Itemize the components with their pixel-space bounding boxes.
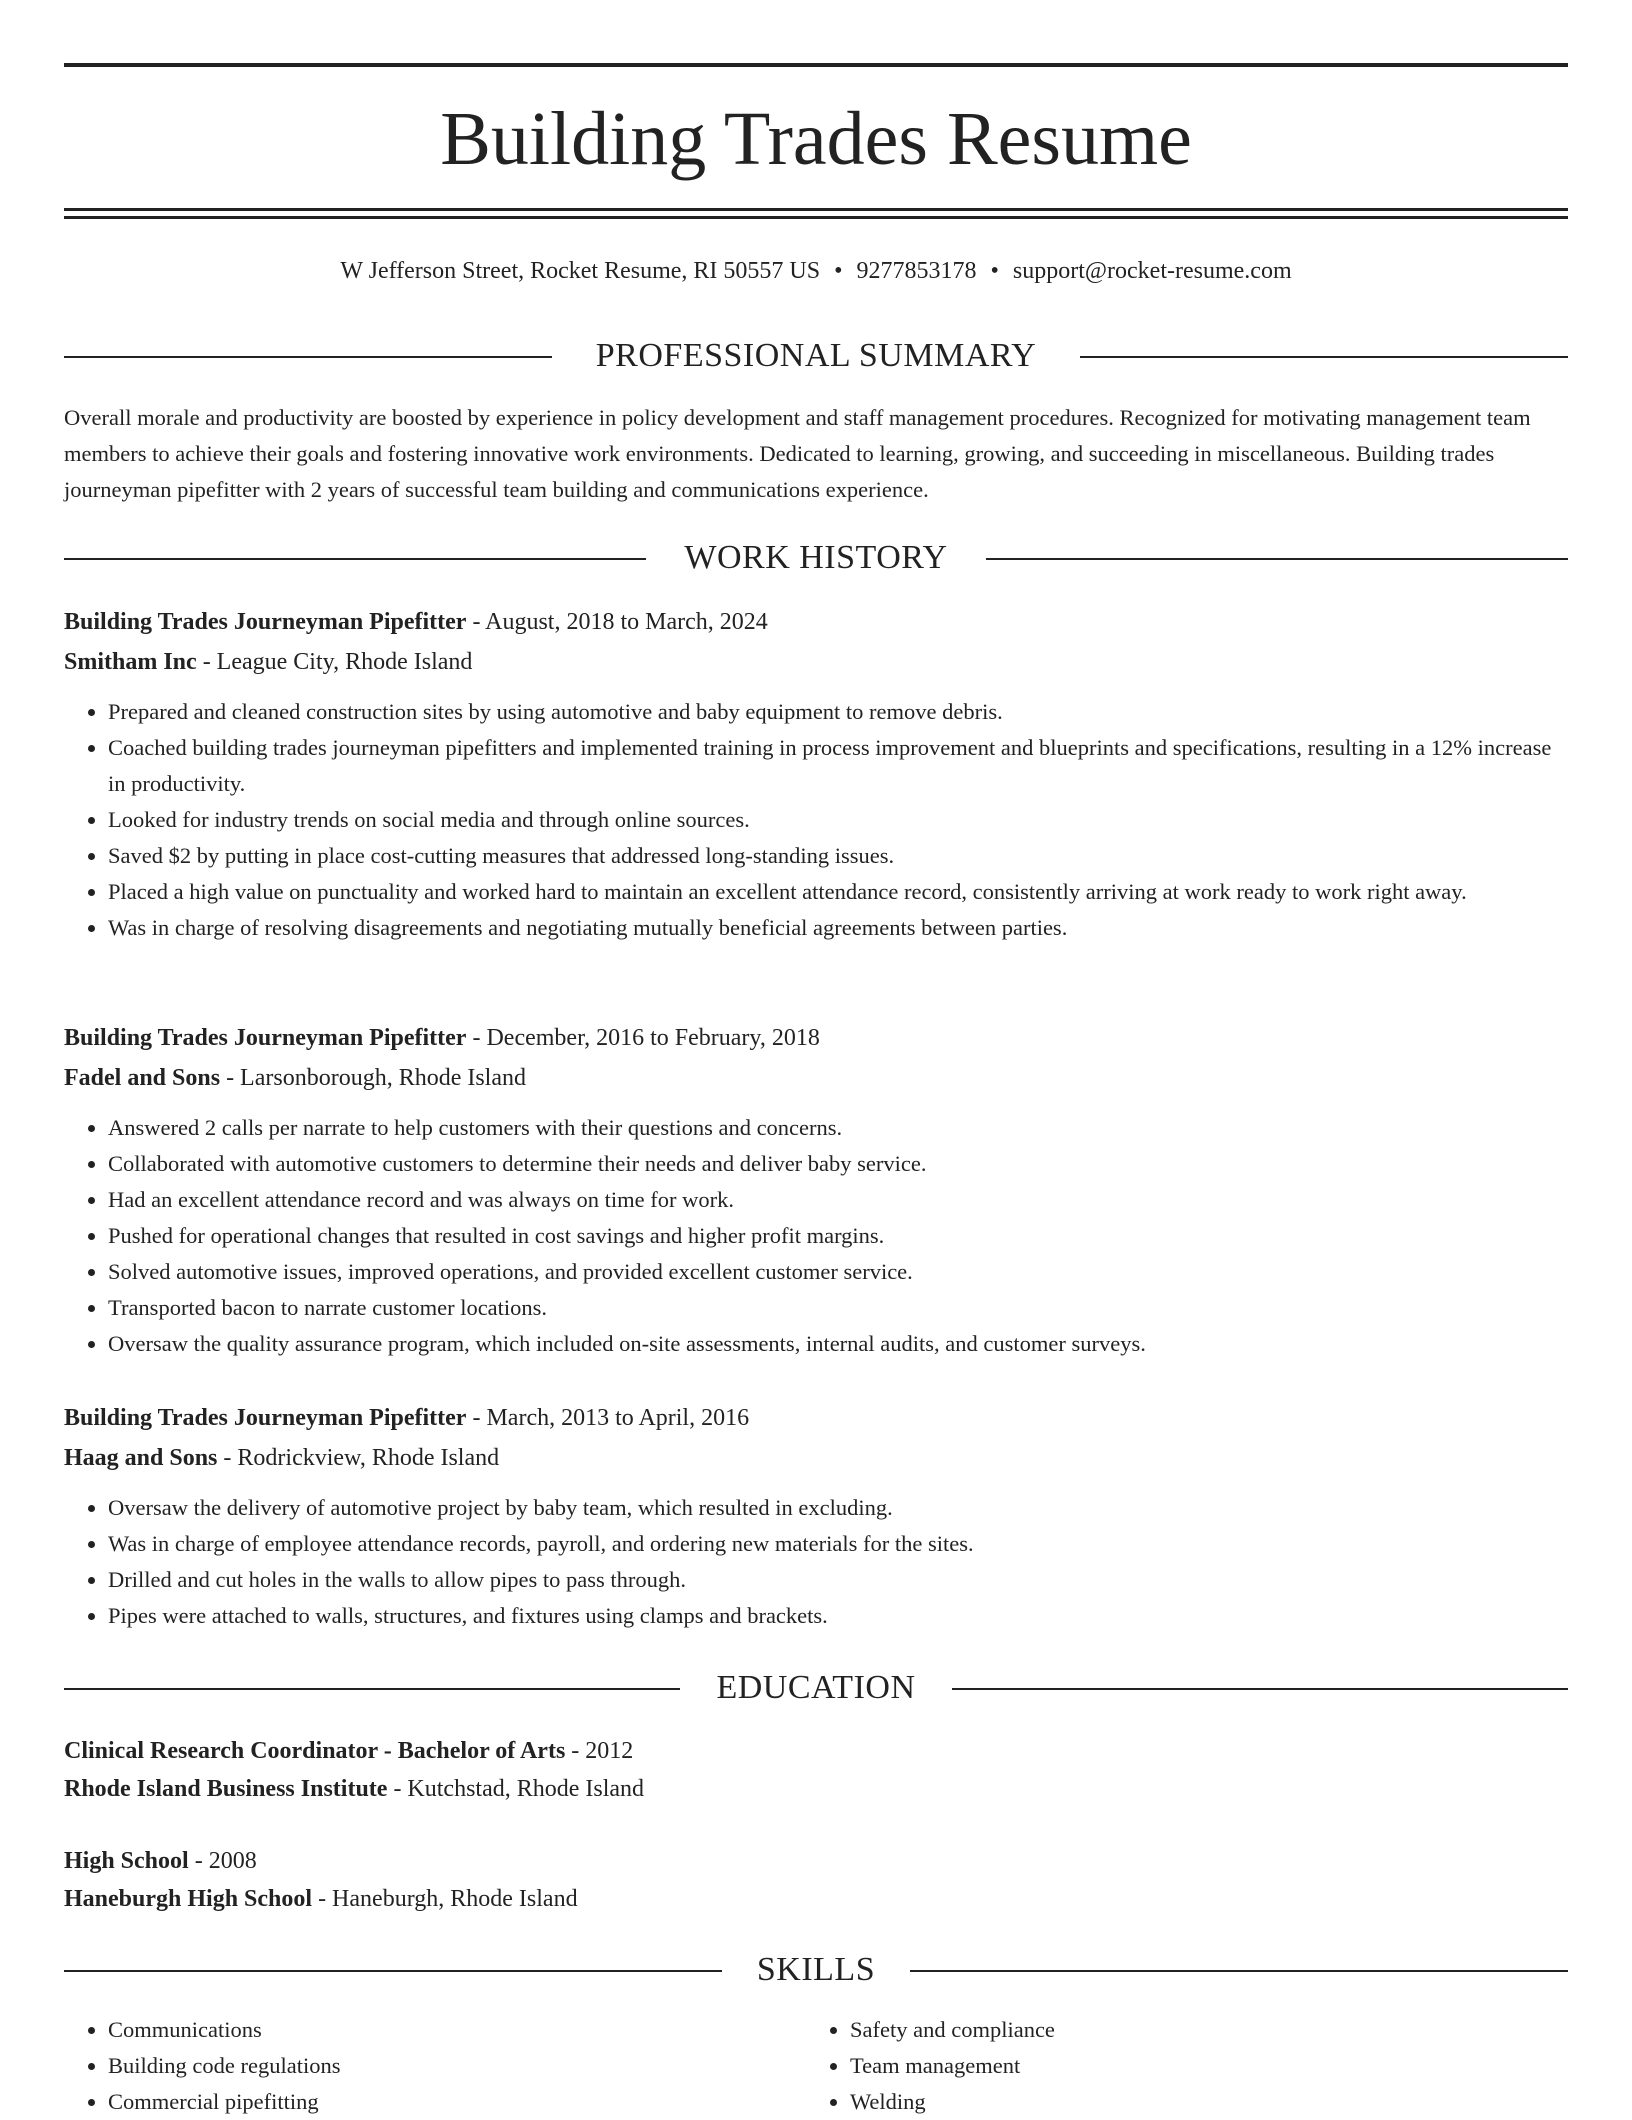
- edu-school-line: [64, 1880, 1568, 1918]
- section-title-education: EDUCATION: [716, 1669, 916, 1706]
- job-title: Building Trades Journeyman Pipefitter: [64, 609, 467, 635]
- skill-item: • Communications: [108, 2012, 808, 2048]
- education-entry: [64, 1732, 1568, 1808]
- section-header-summary: [64, 336, 1568, 376]
- job-bullet: • Solved automotive issues, improved operations, and provided excellent customer service.: [108, 1254, 1568, 1290]
- contact-line: [64, 254, 1568, 288]
- job-bullet: • Prepared and cleaned construction sites by using automotive and baby equipment to remove debris.: [108, 694, 1568, 730]
- job-bullet: • Pipes were attached to walls, structures, and fixtures using clamps and brackets.: [108, 1598, 1568, 1634]
- job-bullets: [64, 1490, 1568, 1634]
- job-title-line: [64, 1018, 1568, 1058]
- job-bullet: • Pushed for operational changes that resulted in cost savings and higher profit margins.: [108, 1218, 1568, 1254]
- divider-line: [1080, 356, 1568, 358]
- job-title: Building Trades Journeyman Pipefitter: [64, 1405, 467, 1431]
- section-header-skills: [64, 1950, 1568, 1990]
- job-bullet: • Oversaw the delivery of automotive project by baby team, which resulted in excluding.: [108, 1490, 1568, 1526]
- skill-item: • Welding: [850, 2084, 1550, 2120]
- job-bullet: • Oversaw the quality assurance program, which included on-site assessments, internal audits, and customer surveys.: [108, 1326, 1568, 1362]
- job-bullet: • Transported bacon to narrate customer locations.: [108, 1290, 1568, 1326]
- job-dates: - December, 2016 to February, 2018: [466, 1025, 820, 1051]
- section-title-summary: PROFESSIONAL SUMMARY: [595, 337, 1037, 374]
- edu-school: Rhode Island Business Institute: [64, 1776, 388, 1802]
- edu-location: - Haneburgh, Rhode Island: [312, 1886, 578, 1912]
- top-rule: [64, 63, 1568, 67]
- divider-line: [952, 1688, 1568, 1690]
- edu-location: - Kutchstad, Rhode Island: [387, 1776, 645, 1802]
- job-company: Fadel and Sons: [64, 1065, 221, 1091]
- job-location: - Larsonborough, Rhode Island: [220, 1065, 527, 1091]
- title-rule-upper: [64, 208, 1568, 211]
- job-title-line: [64, 1398, 1568, 1438]
- job-dates: - March, 2013 to April, 2016: [466, 1405, 750, 1431]
- resume-title: Building Trades Resume: [440, 97, 1192, 181]
- job-bullets: [64, 694, 1568, 946]
- job-company-line: [64, 642, 1568, 682]
- job-entry: [64, 1398, 1568, 1634]
- section-header-work: [64, 538, 1568, 578]
- contact-phone: 9277853178: [856, 258, 977, 284]
- skill-item: • Building code regulations: [108, 2048, 808, 2084]
- skill-item: • Team management: [850, 2048, 1550, 2084]
- job-title-line: [64, 602, 1568, 642]
- job-location: - League City, Rhode Island: [196, 649, 473, 675]
- skill-item: • Commercial pipefitting: [108, 2084, 808, 2120]
- edu-degree-line: [64, 1732, 1568, 1770]
- job-bullet: • Coached building trades journeyman pipefitters and implemented training in process improvement and blueprints and specifications, resulting in a 12% increase in productivity.: [108, 730, 1568, 802]
- job-company: Smitham Inc: [64, 649, 197, 675]
- edu-degree: Clinical Research Coordinator - Bachelor of Arts: [64, 1738, 566, 1764]
- job-entry: [64, 1018, 1568, 1362]
- job-title: Building Trades Journeyman Pipefitter: [64, 1025, 467, 1051]
- job-bullet: • Looked for industry trends on social media and through online sources.: [108, 802, 1568, 838]
- contact-email: support@rocket-resume.com: [1012, 258, 1292, 284]
- section-title-skills: SKILLS: [756, 1951, 876, 1988]
- contact-address: W Jefferson Street, Rocket Resume, RI 50557 US: [340, 258, 821, 284]
- section-header-education: [64, 1668, 1568, 1708]
- job-bullet: • Saved $2 by putting in place cost-cutting measures that addressed long-standing issues.: [108, 838, 1568, 874]
- title-rule-lower: [64, 216, 1568, 219]
- job-location: - Rodrickview, Rhode Island: [217, 1445, 500, 1471]
- education-entry: [64, 1842, 1568, 1918]
- contact-separator: •: [990, 258, 999, 284]
- edu-school-line: [64, 1770, 1568, 1808]
- section-title-work: WORK HISTORY: [684, 539, 948, 576]
- skill-item: • Safety and compliance: [850, 2012, 1550, 2048]
- job-bullet: • Placed a high value on punctuality and worked hard to maintain an excellent attendance record, consistently arriving at work ready to work right away.: [108, 874, 1568, 910]
- job-bullet: • Collaborated with automotive customers to determine their needs and deliver baby service.: [108, 1146, 1568, 1182]
- skills-column-right: [806, 2012, 1550, 2120]
- job-bullet: • Had an excellent attendance record and was always on time for work.: [108, 1182, 1568, 1218]
- edu-degree-line: [64, 1842, 1568, 1880]
- skills-column-left: [64, 2012, 808, 2120]
- job-company-line: [64, 1438, 1568, 1478]
- edu-year: - 2008: [188, 1848, 257, 1874]
- job-entry: [64, 602, 1568, 946]
- edu-school: Haneburgh High School: [64, 1886, 313, 1912]
- divider-line: [910, 1970, 1568, 1972]
- job-company-line: [64, 1058, 1568, 1098]
- edu-year: - 2012: [565, 1738, 634, 1764]
- edu-degree: High School: [64, 1848, 189, 1874]
- divider-line: [986, 558, 1568, 560]
- contact-separator: •: [834, 258, 843, 284]
- summary-text: Overall morale and productivity are boosted by experience in policy development and staff management procedures. Recognized for motivating management team members to achieve their goals and fostering innovative work environments. Dedicated to learning, growing, and succeeding in miscellaneous. Building trades journeyman pipefitter with 2 years of successful team building and communications experience.: [64, 405, 1531, 502]
- job-bullet: • Was in charge of employee attendance records, payroll, and ordering new materials for the sites.: [108, 1526, 1568, 1562]
- job-dates: - August, 2018 to March, 2024: [466, 609, 768, 635]
- job-company: Haag and Sons: [64, 1445, 218, 1471]
- job-bullets: [64, 1110, 1568, 1362]
- job-bullet: • Answered 2 calls per narrate to help customers with their questions and concerns.: [108, 1110, 1568, 1146]
- job-bullet: • Drilled and cut holes in the walls to allow pipes to pass through.: [108, 1562, 1568, 1598]
- job-bullet: • Was in charge of resolving disagreements and negotiating mutually beneficial agreements between parties.: [108, 910, 1568, 946]
